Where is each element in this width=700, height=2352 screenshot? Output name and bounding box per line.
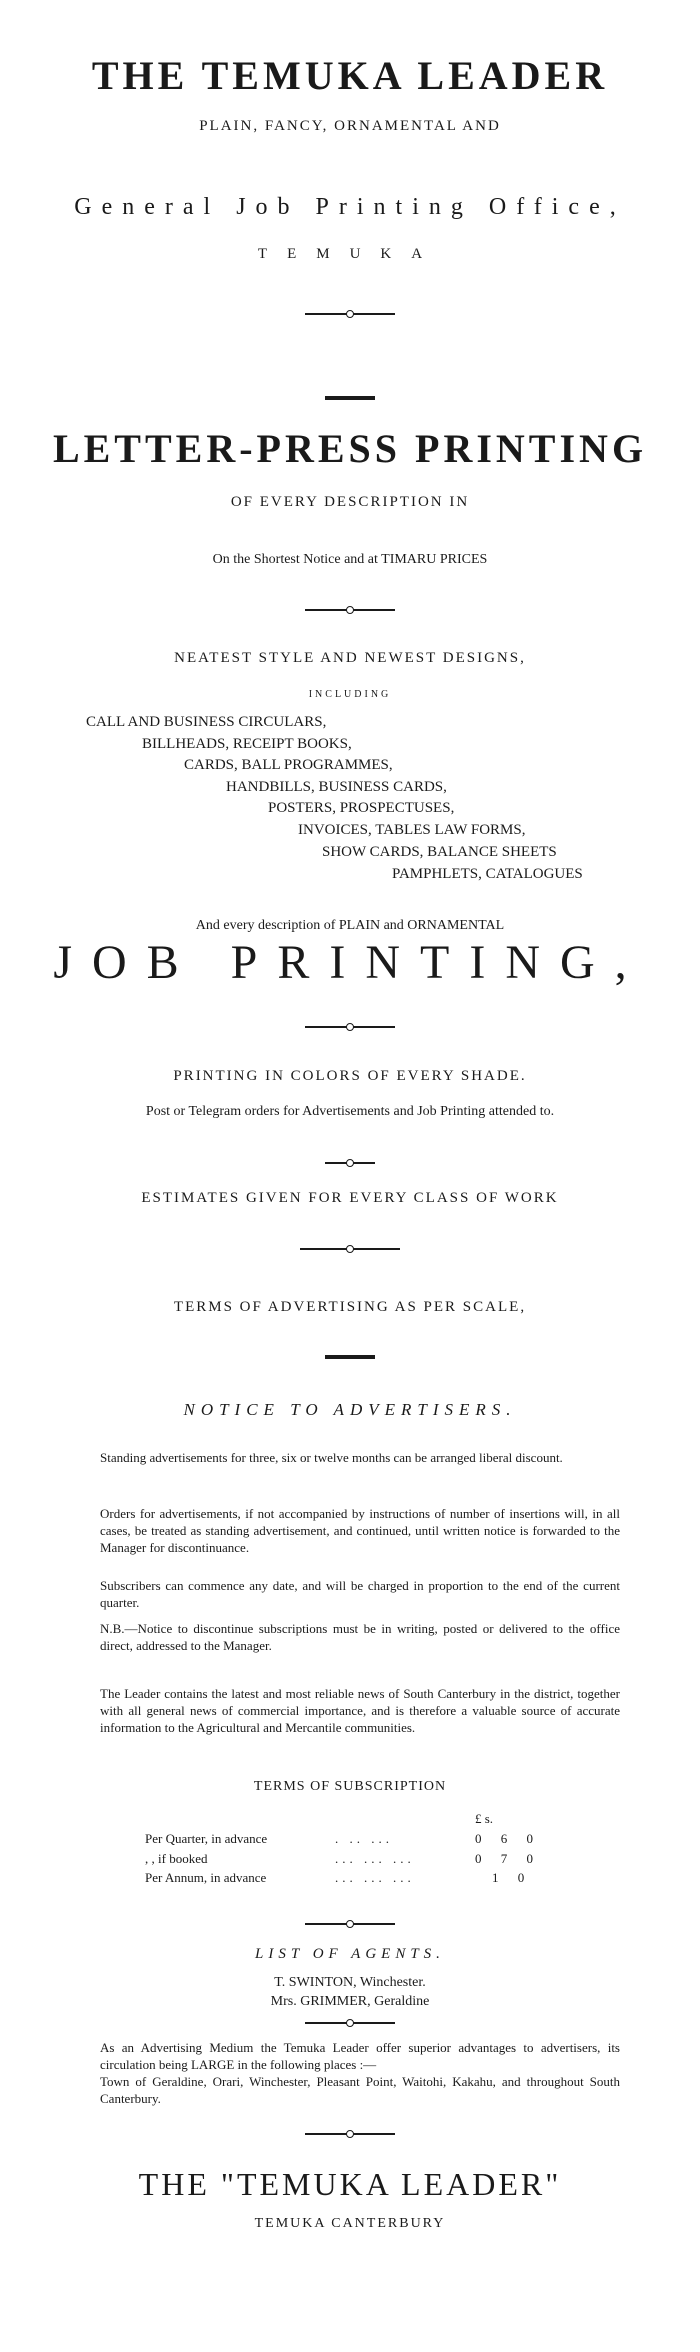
notice-paragraph: The Leader contains the latest and most reliable news of South Canterbury in the district, together with all general news of commercial importance, and is therefore a valuable source of accurate information to the Agricultural and Mercantile communities.: [100, 1686, 620, 1735]
masthead-subtitle: PLAIN, FANCY, ORNAMENTAL AND: [199, 118, 501, 134]
thick-rule: [325, 1355, 375, 1359]
agents-heading: LIST OF AGENTS.: [255, 1946, 445, 1962]
list-item: INVOICES, TABLES LAW FORMS,: [298, 822, 526, 838]
office-heading: General Job Printing Office,: [74, 194, 626, 220]
subscription-amount: 1 0: [492, 1870, 533, 1885]
list-item: SHOW CARDS, BALANCE SHEETS: [322, 844, 557, 860]
styles-heading: NEATEST STYLE AND NEWEST DESIGNS,: [174, 650, 526, 666]
including-label: INCLUDING: [308, 689, 392, 700]
agent-name: Mrs. GRIMMER, Geraldine: [270, 1994, 430, 2009]
subscription-row: [145, 1870, 565, 1888]
every-description-line: And every description of PLAIN and ORNAMENTAL: [195, 918, 505, 933]
subscription-row: [145, 1851, 565, 1869]
ornament-rule: [305, 2017, 395, 2029]
subscription-label: , , if booked: [145, 1851, 208, 1866]
estimates-line: ESTIMATES GIVEN FOR EVERY CLASS OF WORK: [141, 1190, 559, 1206]
ornament-rule: [305, 2128, 395, 2140]
footer-title: THE "TEMUKA LEADER": [138, 2166, 562, 2202]
places-paragraph: Town of Geraldine, Orari, Winchester, Pleasant Point, Waitohi, Kakahu, and throughout South Canterbury.: [100, 2074, 620, 2106]
notice-paragraph: Standing advertisements for three, six or twelve months can be arranged liberal discount.: [100, 1450, 563, 1465]
ornament-rule: [305, 1021, 395, 1033]
town-line: TEMUKA: [257, 246, 443, 262]
colors-heading: PRINTING IN COLORS OF EVERY SHADE.: [173, 1068, 527, 1084]
masthead-title: THE TEMUKA LEADER: [91, 53, 609, 98]
terms-advertising-line: TERMS OF ADVERTISING AS PER SCALE,: [173, 1299, 527, 1315]
subscription-row: [145, 1831, 565, 1849]
footer-subtitle: TEMUKA CANTERBURY: [254, 2216, 446, 2231]
notice-paragraph: Subscribers can commence any date, and will be charged in proportion to the end of the current quarter.: [100, 1578, 620, 1610]
list-item: PAMPHLETS, CATALOGUES: [392, 866, 583, 882]
ornament-rule: [305, 308, 395, 320]
list-item: BILLHEADS, RECEIPT BOOKS,: [142, 736, 352, 752]
agent-name: T. SWINTON, Winchester.: [274, 1975, 426, 1990]
shortest-notice-line: On the Shortest Notice and at TIMARU PRICES: [212, 552, 488, 567]
job-printing-heading: JOB PRINTING,: [53, 936, 647, 989]
subscription-label: Per Quarter, in advance: [145, 1831, 268, 1846]
advertising-paragraph: As an Advertising Medium the Temuka Leader offer superior advantages to advertisers, its circulation being LARGE in the following places :—: [100, 2040, 620, 2072]
list-item: POSTERS, PROSPECTUSES,: [268, 800, 455, 816]
letterpress-heading: LETTER-PRESS PRINTING: [52, 426, 648, 471]
notice-paragraph: Orders for advertisements, if not accompanied by instructions of number of insertions will, in all cases, be treated as standing advertisement, and continued, until written notice is forwarded to the Manager for discontinuance.: [100, 1506, 620, 1555]
notice-paragraph: N.B.—Notice to discontinue subscriptions must be in writing, posted or delivered to the office direct, addressed to the Manager.: [100, 1621, 620, 1653]
subscription-label: Per Annum, in advance: [145, 1870, 267, 1885]
ornament-rule: [325, 1157, 375, 1169]
subscription-amount: 0 7 0: [475, 1851, 541, 1866]
currency-header: £ s.: [475, 1811, 494, 1826]
ornament-rule: [305, 1918, 395, 1930]
subscription-dots: ... ... ...: [335, 1870, 415, 1885]
thick-rule: [325, 396, 375, 400]
list-item: CARDS, BALL PROGRAMMES,: [184, 757, 393, 773]
telegram-orders-line: Post or Telegram orders for Advertisements and Job Printing attended to.: [145, 1104, 555, 1119]
notice-heading: NOTICE TO ADVERTISERS.: [183, 1400, 517, 1419]
list-item: HANDBILLS, BUSINESS CARDS,: [226, 779, 447, 795]
subscription-dots: . .. ...: [335, 1831, 393, 1846]
ornament-rule: [305, 604, 395, 616]
ornament-rule: [300, 1243, 400, 1255]
subscription-heading: TERMS OF SUBSCRIPTION: [253, 1779, 447, 1794]
subscription-dots: ... ... ...: [335, 1851, 415, 1866]
subscription-amount: 0 6 0: [475, 1831, 541, 1846]
list-item: CALL AND BUSINESS CIRCULARS,: [86, 714, 327, 730]
letterpress-sub: OF EVERY DESCRIPTION IN: [230, 494, 470, 510]
